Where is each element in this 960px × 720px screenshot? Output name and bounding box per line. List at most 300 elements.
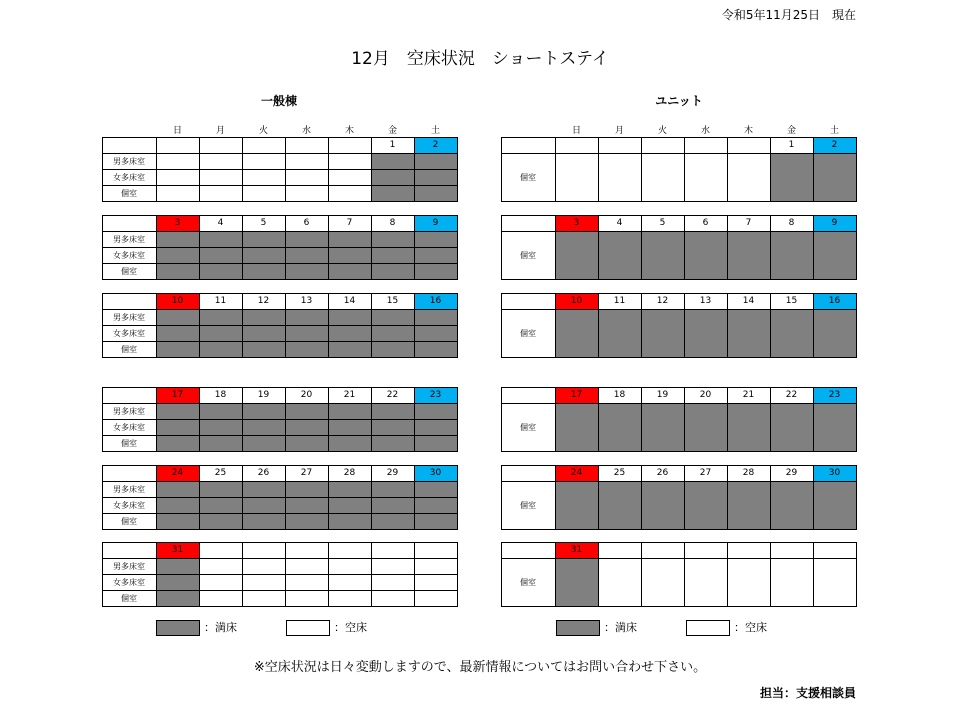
vacant-cell <box>199 590 243 607</box>
weekday-label: 月 <box>215 126 225 136</box>
full-cell <box>371 169 415 186</box>
legend-full-swatch <box>156 620 200 636</box>
full-cell <box>285 247 329 264</box>
date-cell <box>156 137 200 154</box>
date-cell <box>727 542 771 559</box>
vacant-cell <box>242 169 286 186</box>
room-type-label: 個室 <box>520 173 536 182</box>
legend-full-label: ：満床 <box>204 621 237 634</box>
full-cell <box>770 231 814 280</box>
date-number: 1 <box>389 140 396 150</box>
full-cell <box>813 231 857 280</box>
full-cell <box>156 325 200 342</box>
date-number: 15 <box>386 296 399 306</box>
full-cell <box>199 419 243 436</box>
date-number: 26 <box>656 468 669 478</box>
full-cell <box>285 403 329 420</box>
date-cell <box>684 137 728 154</box>
full-cell <box>242 403 286 420</box>
date-number: 26 <box>257 468 270 478</box>
full-cell <box>156 497 200 514</box>
full-cell <box>414 153 458 170</box>
full-cell <box>684 231 728 280</box>
full-cell <box>242 435 286 452</box>
date-cell <box>199 137 243 154</box>
header-label-cell <box>501 387 556 404</box>
full-cell <box>328 231 372 248</box>
date-number: 17 <box>171 390 184 400</box>
vacant-cell <box>285 185 329 202</box>
unit-section-title: ユニット <box>655 94 703 108</box>
date-number: 22 <box>785 390 798 400</box>
date-number: 12 <box>656 296 669 306</box>
vacant-cell <box>770 558 814 607</box>
as-of-date: 令和5年11月25日 現在 <box>721 8 856 22</box>
date-number: 19 <box>257 390 270 400</box>
full-cell <box>727 309 771 358</box>
full-cell <box>414 341 458 358</box>
header-label-cell <box>501 293 556 310</box>
full-cell <box>285 231 329 248</box>
date-number: 14 <box>742 296 755 306</box>
full-cell <box>199 341 243 358</box>
room-type-label: 個室 <box>520 578 536 587</box>
full-cell <box>156 419 200 436</box>
date-cell <box>242 542 286 559</box>
vacant-cell <box>371 590 415 607</box>
full-cell <box>371 419 415 436</box>
full-cell <box>199 497 243 514</box>
date-number: 6 <box>702 218 709 228</box>
date-number: 27 <box>300 468 313 478</box>
full-cell <box>156 435 200 452</box>
date-number: 29 <box>386 468 399 478</box>
full-cell <box>414 497 458 514</box>
date-number: 25 <box>613 468 626 478</box>
vacant-cell <box>285 590 329 607</box>
full-cell <box>156 309 200 326</box>
vacant-cell <box>285 169 329 186</box>
full-cell <box>371 185 415 202</box>
full-cell <box>328 403 372 420</box>
full-cell <box>555 231 599 280</box>
date-number: 25 <box>214 468 227 478</box>
vacant-cell <box>242 590 286 607</box>
vacant-cell <box>199 153 243 170</box>
vacant-cell <box>199 574 243 591</box>
date-number: 12 <box>257 296 270 306</box>
full-cell <box>414 403 458 420</box>
date-number: 24 <box>570 468 583 478</box>
date-number: 31 <box>570 545 583 555</box>
date-number: 5 <box>659 218 666 228</box>
full-cell <box>641 481 685 530</box>
date-number: 7 <box>745 218 752 228</box>
date-cell <box>199 542 243 559</box>
date-cell <box>598 542 642 559</box>
vacant-cell <box>684 153 728 202</box>
date-number: 17 <box>570 390 583 400</box>
full-cell <box>242 341 286 358</box>
full-cell <box>285 419 329 436</box>
date-number: 30 <box>429 468 442 478</box>
full-cell <box>285 497 329 514</box>
full-cell <box>598 403 642 452</box>
date-cell <box>727 137 771 154</box>
full-cell <box>555 481 599 530</box>
date-cell <box>641 137 685 154</box>
date-number: 8 <box>389 218 396 228</box>
date-number: 11 <box>613 296 626 306</box>
full-cell <box>371 435 415 452</box>
vacant-cell <box>199 558 243 575</box>
room-type-label: 個室 <box>121 345 137 354</box>
date-number: 10 <box>171 296 184 306</box>
vacant-cell <box>414 574 458 591</box>
full-cell <box>242 231 286 248</box>
full-cell <box>414 435 458 452</box>
full-cell <box>414 231 458 248</box>
full-cell <box>199 403 243 420</box>
date-number: 10 <box>570 296 583 306</box>
full-cell <box>684 309 728 358</box>
date-number: 18 <box>214 390 227 400</box>
weekday-label: 月 <box>614 126 624 136</box>
full-cell <box>242 325 286 342</box>
date-number: 23 <box>828 390 841 400</box>
date-cell <box>641 542 685 559</box>
date-cell <box>598 137 642 154</box>
header-label-cell <box>102 137 157 154</box>
availability-note: ※空床状況は日々変動しますので、最新情報についてはお問い合わせ下さい。 <box>253 660 707 675</box>
full-cell <box>328 263 372 280</box>
vacant-cell <box>328 574 372 591</box>
legend-empty-label: ：空床 <box>334 621 367 634</box>
general-section-title: 一般棟 <box>260 94 297 108</box>
weekday-label: 日 <box>571 126 581 136</box>
full-cell <box>156 403 200 420</box>
full-cell <box>199 435 243 452</box>
header-label-cell <box>102 293 157 310</box>
vacant-cell <box>328 558 372 575</box>
full-cell <box>199 247 243 264</box>
full-cell <box>328 419 372 436</box>
header-label-cell <box>102 215 157 232</box>
full-cell <box>285 263 329 280</box>
date-number: 5 <box>260 218 267 228</box>
date-number: 3 <box>174 218 181 228</box>
full-cell <box>727 231 771 280</box>
full-cell <box>328 497 372 514</box>
date-cell <box>285 542 329 559</box>
full-cell <box>813 481 857 530</box>
full-cell <box>285 513 329 530</box>
page-title: 12月 空床状況 ショートステイ <box>351 49 609 69</box>
full-cell <box>199 513 243 530</box>
date-number: 28 <box>742 468 755 478</box>
date-number: 24 <box>171 468 184 478</box>
full-cell <box>414 247 458 264</box>
room-type-label: 女多床室 <box>113 423 145 432</box>
full-cell <box>414 513 458 530</box>
vacant-cell <box>371 574 415 591</box>
vacant-cell <box>414 558 458 575</box>
full-cell <box>328 513 372 530</box>
weekday-label: 土 <box>829 126 839 136</box>
vacant-cell <box>242 153 286 170</box>
full-cell <box>641 309 685 358</box>
date-number: 31 <box>171 545 184 555</box>
legend-full-label: ：満床 <box>604 621 637 634</box>
full-cell <box>285 325 329 342</box>
full-cell <box>199 231 243 248</box>
legend-empty-swatch <box>286 620 330 636</box>
date-number: 30 <box>828 468 841 478</box>
full-cell <box>156 247 200 264</box>
full-cell <box>285 341 329 358</box>
full-cell <box>555 558 599 607</box>
vacant-cell <box>727 558 771 607</box>
date-cell <box>770 542 814 559</box>
full-cell <box>371 231 415 248</box>
full-cell <box>770 403 814 452</box>
date-number: 6 <box>303 218 310 228</box>
date-cell <box>371 542 415 559</box>
weekday-label: 木 <box>743 126 753 136</box>
full-cell <box>156 574 200 591</box>
room-type-label: 個室 <box>520 501 536 510</box>
full-cell <box>285 309 329 326</box>
room-type-label: 男多床室 <box>113 313 145 322</box>
room-type-label: 男多床室 <box>113 235 145 244</box>
date-cell <box>684 542 728 559</box>
date-number: 19 <box>656 390 669 400</box>
date-number: 9 <box>432 218 439 228</box>
full-cell <box>242 497 286 514</box>
legend-empty-label: ：空床 <box>734 621 767 634</box>
full-cell <box>414 263 458 280</box>
full-cell <box>414 169 458 186</box>
vacant-cell <box>684 558 728 607</box>
full-cell <box>328 325 372 342</box>
full-cell <box>414 185 458 202</box>
vacant-cell <box>156 169 200 186</box>
full-cell <box>242 247 286 264</box>
vacant-cell <box>414 590 458 607</box>
date-number: 13 <box>699 296 712 306</box>
full-cell <box>328 309 372 326</box>
header-label-cell <box>102 465 157 482</box>
full-cell <box>371 263 415 280</box>
room-type-label: 個室 <box>121 439 137 448</box>
full-cell <box>328 247 372 264</box>
date-cell <box>414 542 458 559</box>
weekday-label: 日 <box>172 126 182 136</box>
date-number: 21 <box>742 390 755 400</box>
date-number: 3 <box>573 218 580 228</box>
room-type-label: 女多床室 <box>113 251 145 260</box>
weekday-label: 水 <box>301 126 311 136</box>
date-number: 15 <box>785 296 798 306</box>
full-cell <box>285 435 329 452</box>
header-label-cell <box>501 137 556 154</box>
room-type-label: 個室 <box>121 594 137 603</box>
header-label-cell <box>102 542 157 559</box>
date-number: 20 <box>699 390 712 400</box>
full-cell <box>242 481 286 498</box>
full-cell <box>371 325 415 342</box>
date-cell <box>813 542 857 559</box>
date-number: 21 <box>343 390 356 400</box>
date-number: 16 <box>429 296 442 306</box>
date-cell <box>285 137 329 154</box>
date-number: 27 <box>699 468 712 478</box>
vacant-cell <box>242 574 286 591</box>
vacant-cell <box>242 558 286 575</box>
full-cell <box>598 309 642 358</box>
weekday-label: 金 <box>786 126 796 136</box>
staff-in-charge: 担当：支援相談員 <box>759 686 856 700</box>
full-cell <box>156 263 200 280</box>
legend-empty-swatch <box>686 620 730 636</box>
room-type-label: 女多床室 <box>113 501 145 510</box>
date-number: 4 <box>217 218 224 228</box>
weekday-label: 金 <box>387 126 397 136</box>
full-cell <box>414 481 458 498</box>
full-cell <box>371 341 415 358</box>
date-cell <box>328 137 372 154</box>
room-type-label: 女多床室 <box>113 329 145 338</box>
full-cell <box>641 403 685 452</box>
vacant-cell <box>328 153 372 170</box>
full-cell <box>770 153 814 202</box>
vacant-cell <box>598 558 642 607</box>
full-cell <box>813 153 857 202</box>
full-cell <box>414 419 458 436</box>
room-type-label: 女多床室 <box>113 578 145 587</box>
vacant-cell <box>641 558 685 607</box>
vacant-cell <box>813 558 857 607</box>
legend-full-swatch <box>556 620 600 636</box>
date-number: 14 <box>343 296 356 306</box>
full-cell <box>555 309 599 358</box>
full-cell <box>199 325 243 342</box>
room-type-label: 個室 <box>121 517 137 526</box>
full-cell <box>770 309 814 358</box>
date-cell <box>555 137 599 154</box>
room-type-label: 個室 <box>520 329 536 338</box>
header-label-cell <box>501 465 556 482</box>
full-cell <box>328 341 372 358</box>
room-type-label: 個室 <box>121 267 137 276</box>
full-cell <box>684 403 728 452</box>
room-type-label: 男多床室 <box>113 407 145 416</box>
date-number: 18 <box>613 390 626 400</box>
date-number: 22 <box>386 390 399 400</box>
full-cell <box>242 309 286 326</box>
weekday-label: 火 <box>657 126 667 136</box>
full-cell <box>156 513 200 530</box>
date-number: 7 <box>346 218 353 228</box>
vacant-cell <box>598 153 642 202</box>
full-cell <box>156 231 200 248</box>
weekday-label: 水 <box>700 126 710 136</box>
room-type-label: 個室 <box>520 251 536 260</box>
header-label-cell <box>501 542 556 559</box>
full-cell <box>598 481 642 530</box>
full-cell <box>242 263 286 280</box>
vacant-cell <box>242 185 286 202</box>
full-cell <box>641 231 685 280</box>
full-cell <box>684 481 728 530</box>
weekday-label: 木 <box>344 126 354 136</box>
full-cell <box>813 403 857 452</box>
room-type-label: 男多床室 <box>113 485 145 494</box>
full-cell <box>156 590 200 607</box>
vacant-cell <box>285 558 329 575</box>
header-label-cell <box>102 387 157 404</box>
room-type-label: 男多床室 <box>113 562 145 571</box>
weekday-label: 土 <box>430 126 440 136</box>
date-number: 16 <box>828 296 841 306</box>
weekday-label: 火 <box>258 126 268 136</box>
vacant-cell <box>328 185 372 202</box>
full-cell <box>371 513 415 530</box>
full-cell <box>328 435 372 452</box>
date-cell <box>242 137 286 154</box>
full-cell <box>199 481 243 498</box>
date-number: 20 <box>300 390 313 400</box>
date-number: 1 <box>788 140 795 150</box>
full-cell <box>371 497 415 514</box>
vacant-cell <box>328 169 372 186</box>
date-number: 29 <box>785 468 798 478</box>
full-cell <box>371 403 415 420</box>
full-cell <box>328 481 372 498</box>
full-cell <box>371 309 415 326</box>
full-cell <box>156 341 200 358</box>
date-number: 8 <box>788 218 795 228</box>
vacant-cell <box>371 558 415 575</box>
date-number: 9 <box>831 218 838 228</box>
full-cell <box>371 153 415 170</box>
full-cell <box>371 247 415 264</box>
full-cell <box>414 309 458 326</box>
room-type-label: 女多床室 <box>113 173 145 182</box>
vacant-cell <box>285 574 329 591</box>
header-label-cell <box>501 215 556 232</box>
vacant-cell <box>156 185 200 202</box>
full-cell <box>285 481 329 498</box>
full-cell <box>242 419 286 436</box>
date-number: 2 <box>432 140 439 150</box>
date-number: 2 <box>831 140 838 150</box>
vacant-cell <box>285 153 329 170</box>
date-number: 28 <box>343 468 356 478</box>
full-cell <box>727 403 771 452</box>
vacant-cell <box>199 185 243 202</box>
vacant-cell <box>156 153 200 170</box>
room-type-label: 個室 <box>520 423 536 432</box>
full-cell <box>727 481 771 530</box>
date-number: 4 <box>616 218 623 228</box>
vacant-cell <box>199 169 243 186</box>
vacant-cell <box>641 153 685 202</box>
vacant-cell <box>328 590 372 607</box>
vacant-cell <box>727 153 771 202</box>
vacant-cell <box>555 153 599 202</box>
room-type-label: 男多床室 <box>113 157 145 166</box>
